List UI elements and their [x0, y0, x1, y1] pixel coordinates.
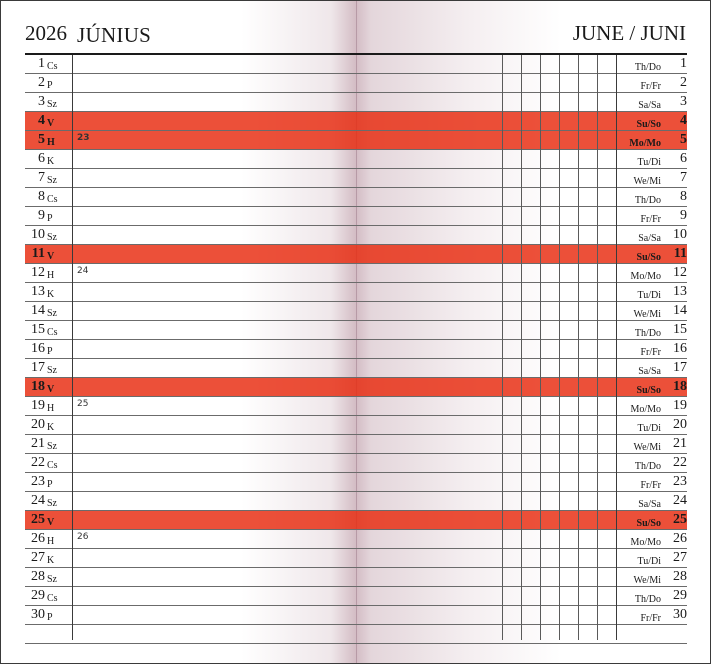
weekday-hungarian: Sz [47, 308, 57, 319]
day-number-right: 4 [680, 113, 687, 128]
weekday-english-german: Fr/Fr [640, 214, 661, 225]
weekday-english-german: Th/Do [634, 328, 661, 339]
day-row [25, 530, 687, 549]
day-row [25, 340, 687, 359]
day-number-right: 6 [680, 151, 687, 166]
day-number-right: 17 [673, 360, 687, 375]
weekday-english-german: We/Mi [633, 575, 661, 586]
weekday-hungarian: P [47, 479, 53, 490]
weekday-hungarian: Cs [47, 61, 58, 72]
day-number-left: 21 [31, 436, 45, 451]
weekday-hungarian: Sz [47, 365, 57, 376]
day-rows [25, 55, 687, 644]
weekday-hungarian: H [47, 137, 55, 148]
day-row [25, 93, 687, 112]
tick-column-line [502, 55, 503, 640]
day-number-right: 5 [680, 132, 687, 147]
day-number-right: 18 [673, 379, 687, 394]
weekday-english-german: Th/Do [634, 594, 661, 605]
day-number-right: 20 [673, 417, 687, 432]
day-number-left: 1 [38, 56, 45, 71]
day-row-highlighted [25, 131, 687, 150]
day-number-left: 29 [31, 588, 45, 603]
tick-column-line [540, 55, 541, 640]
day-number-right: 27 [673, 550, 687, 565]
weekday-hungarian: V [47, 384, 55, 395]
weekday-hungarian: Sz [47, 232, 57, 243]
weekday-hungarian: K [47, 289, 55, 300]
day-number-right: 15 [673, 322, 687, 337]
day-row [25, 435, 687, 454]
weekday-english-german: Mo/Mo [630, 537, 661, 548]
day-number-right: 24 [673, 493, 687, 508]
day-row [25, 606, 687, 625]
weekday-english-german: Fr/Fr [640, 81, 661, 92]
day-row [25, 302, 687, 321]
day-row [25, 74, 687, 93]
weekday-english-german: We/Mi [633, 442, 661, 453]
weekday-english-german: We/Mi [633, 309, 661, 320]
header-month-english-german: JUNE / JUNI [572, 21, 686, 45]
day-number-left: 10 [31, 227, 45, 242]
day-number-right: 30 [673, 607, 687, 622]
day-number-right: 14 [673, 303, 687, 318]
weekday-english-german: Mo/Mo [630, 271, 661, 282]
day-row [25, 359, 687, 378]
day-row [25, 454, 687, 473]
weekday-english-german: Fr/Fr [640, 480, 661, 491]
weekday-english-german: We/Mi [633, 176, 661, 187]
weekday-hungarian: K [47, 156, 55, 167]
weekday-hungarian: H [47, 270, 55, 281]
day-number-left: 25 [31, 512, 45, 527]
weekday-english-german: Tu/Di [637, 290, 661, 301]
day-number-right: 21 [673, 436, 687, 451]
day-number-right: 22 [673, 455, 687, 470]
day-number-right: 28 [673, 569, 687, 584]
week-number: 26 [77, 532, 89, 542]
weekday-hungarian: V [47, 118, 55, 129]
day-number-right: 26 [673, 531, 687, 546]
day-number-left: 12 [31, 265, 45, 280]
weekday-hungarian: P [47, 213, 53, 224]
day-number-right: 29 [673, 588, 687, 603]
weekday-english-german: Th/Do [634, 461, 661, 472]
day-number-left: 22 [31, 455, 45, 470]
day-row [25, 568, 687, 587]
header-month-hungarian: JÚNIUS [77, 23, 152, 47]
day-number-right: 1 [680, 56, 687, 71]
weekday-hungarian: H [47, 403, 55, 414]
weekday-english-german: Mo/Mo [630, 404, 661, 415]
weekday-english-german: Tu/Di [637, 423, 661, 434]
tick-column-line [521, 55, 522, 640]
weekday-hungarian: Cs [47, 194, 58, 205]
day-row [25, 264, 687, 283]
header-year: 2026 [25, 21, 67, 45]
day-number-right: 2 [680, 75, 687, 90]
day-number-right: 25 [673, 512, 687, 527]
day-row [25, 397, 687, 416]
weekday-english-german: Tu/Di [637, 556, 661, 567]
day-number-right: 8 [680, 189, 687, 204]
weekday-hungarian: K [47, 422, 55, 433]
day-number-left: 14 [31, 303, 45, 318]
day-number-left: 30 [31, 607, 45, 622]
day-number-left: 9 [38, 208, 45, 223]
weekday-hungarian: P [47, 346, 53, 357]
day-row [25, 188, 687, 207]
weekday-english-german: Su/So [636, 119, 661, 130]
weekday-hungarian: V [47, 517, 55, 528]
day-number-left: 18 [31, 379, 45, 394]
weekday-hungarian: H [47, 536, 55, 547]
day-number-right: 11 [673, 246, 687, 261]
weekday-english-german: Su/So [636, 252, 661, 263]
weekday-hungarian: Sz [47, 175, 57, 186]
day-row-highlighted [25, 245, 687, 264]
day-number-left: 5 [38, 132, 45, 147]
day-number-left: 7 [38, 170, 45, 185]
weekday-english-german: Sa/Sa [638, 366, 661, 377]
day-row [25, 492, 687, 511]
weekday-english-german: Fr/Fr [640, 613, 661, 624]
tick-column-line [578, 55, 579, 640]
day-number-left: 26 [31, 531, 45, 546]
weekday-hungarian: Sz [47, 498, 57, 509]
weekday-english-german: Su/So [636, 385, 661, 396]
day-row [25, 549, 687, 568]
day-number-left: 11 [31, 246, 45, 261]
day-number-right: 3 [680, 94, 687, 109]
day-number-right: 7 [680, 170, 687, 185]
weekday-hungarian: K [47, 555, 55, 566]
weekday-english-german: Mo/Mo [629, 138, 661, 149]
day-number-left: 2 [38, 75, 45, 90]
day-number-left: 17 [31, 360, 45, 375]
weekday-hungarian: Cs [47, 460, 58, 471]
weekday-english-german: Sa/Sa [638, 499, 661, 510]
weekday-hungarian: Sz [47, 99, 57, 110]
weekday-hungarian: Sz [47, 574, 57, 585]
weekday-hungarian: Cs [47, 327, 58, 338]
day-row [25, 587, 687, 606]
day-row [25, 625, 687, 644]
date-column-divider [72, 55, 73, 640]
weekday-english-german: Fr/Fr [640, 347, 661, 358]
day-number-left: 24 [31, 493, 45, 508]
weekday-hungarian: P [47, 612, 53, 623]
day-number-right: 16 [673, 341, 687, 356]
day-row-highlighted [25, 511, 687, 530]
day-row [25, 169, 687, 188]
day-number-right: 12 [673, 265, 687, 280]
week-number: 25 [77, 399, 89, 409]
day-number-left: 3 [38, 94, 45, 109]
day-number-right: 13 [673, 284, 687, 299]
day-row [25, 473, 687, 492]
day-number-left: 6 [38, 151, 45, 166]
tick-column-line [597, 55, 598, 640]
tick-column-line [559, 55, 560, 640]
day-number-right: 9 [680, 208, 687, 223]
day-number-left: 8 [38, 189, 45, 204]
week-number: 23 [77, 133, 90, 143]
day-row [25, 283, 687, 302]
day-number-left: 23 [31, 474, 45, 489]
day-number-right: 23 [673, 474, 687, 489]
day-number-right: 10 [673, 227, 687, 242]
day-number-left: 28 [31, 569, 45, 584]
weekday-hungarian: P [47, 80, 53, 91]
day-number-left: 13 [31, 284, 45, 299]
day-number-right: 19 [673, 398, 687, 413]
day-number-left: 16 [31, 341, 45, 356]
weekday-english-german: Su/So [636, 518, 661, 529]
weekday-english-german: Th/Do [634, 62, 661, 73]
weekday-hungarian: V [47, 251, 55, 262]
day-number-left: 4 [38, 113, 45, 128]
weekday-english-german: Th/Do [634, 195, 661, 206]
day-number-left: 27 [31, 550, 45, 565]
day-row-highlighted [25, 112, 687, 131]
week-number: 24 [77, 266, 89, 276]
weekday-english-german: Tu/Di [637, 157, 661, 168]
weekday-english-german: Sa/Sa [638, 233, 661, 244]
day-row [25, 226, 687, 245]
day-row [25, 150, 687, 169]
day-row [25, 55, 687, 74]
day-row [25, 321, 687, 340]
day-number-left: 20 [31, 417, 45, 432]
weekday-hungarian: Sz [47, 441, 57, 452]
weekday-hungarian: Cs [47, 593, 58, 604]
weekday-english-german: Sa/Sa [638, 100, 661, 111]
day-number-left: 15 [31, 322, 45, 337]
day-row [25, 416, 687, 435]
day-row [25, 207, 687, 226]
day-number-left: 19 [31, 398, 45, 413]
day-row-highlighted [25, 378, 687, 397]
weekday-column-divider [616, 55, 617, 640]
